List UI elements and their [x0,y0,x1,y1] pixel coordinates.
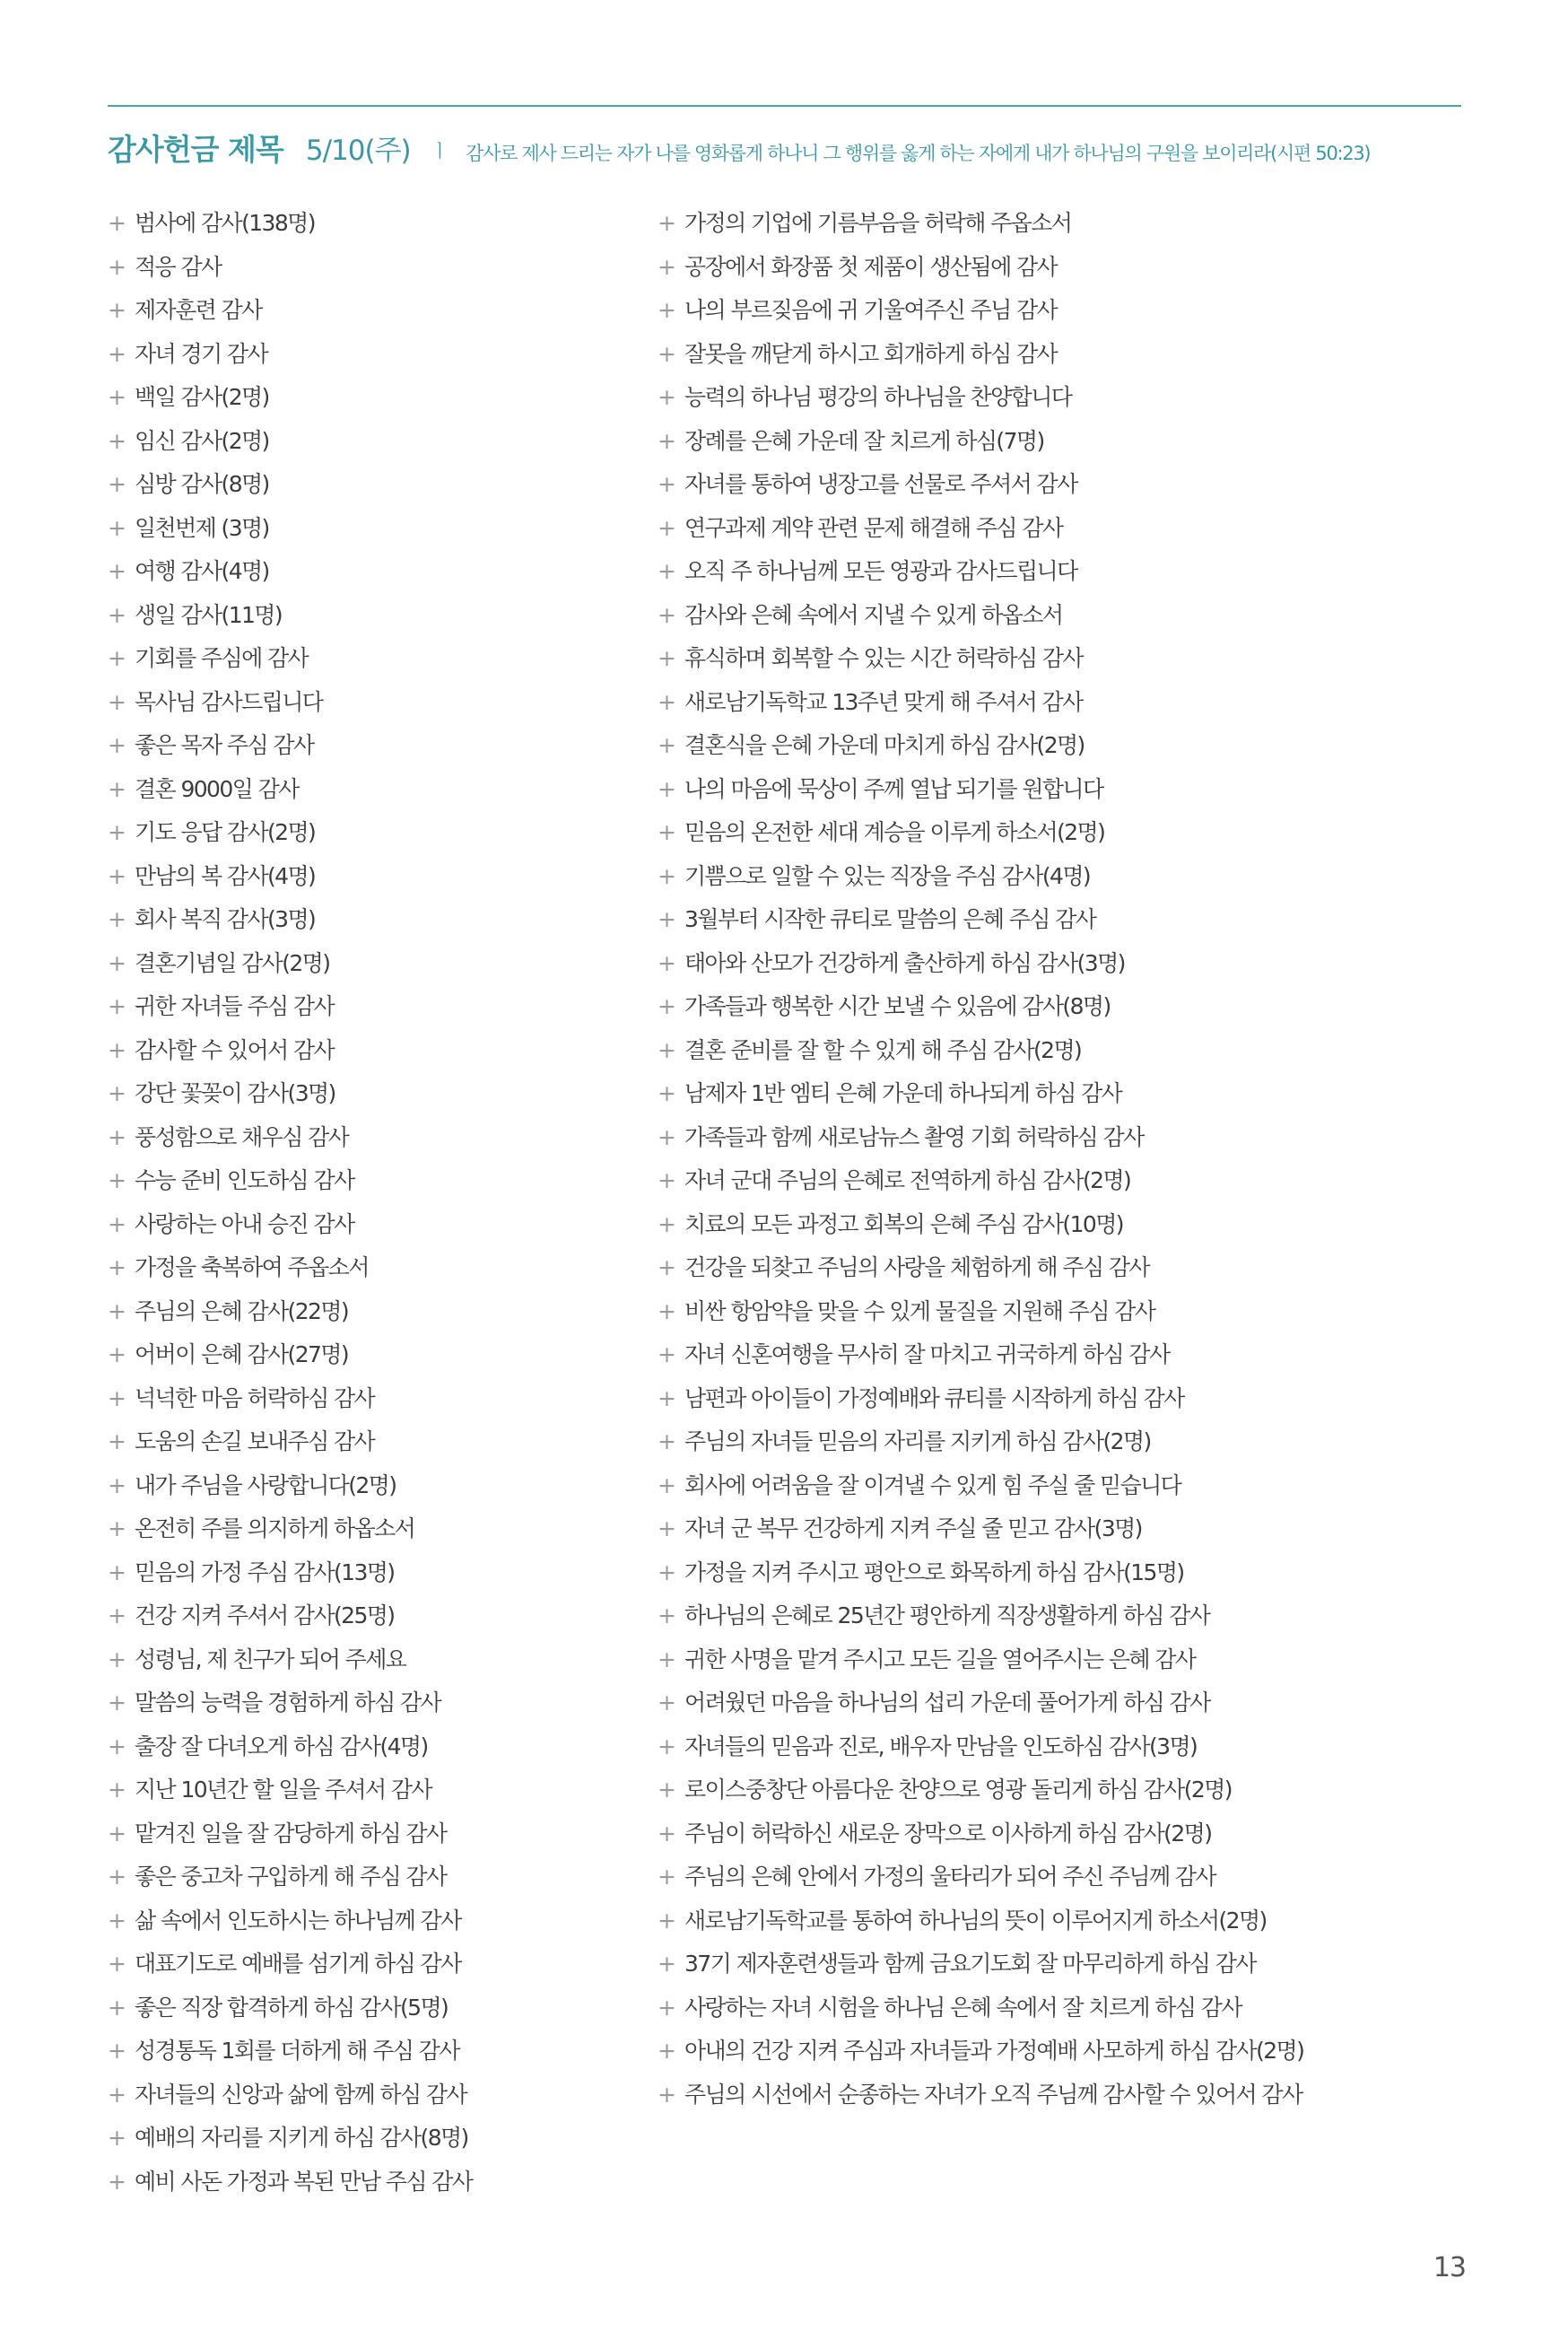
thanksgiving-item [658,1942,1465,1986]
plus-bullet-icon: + [658,2081,676,2108]
thanksgiving-item-text: 좋은 중고차 구입하게 해 주심 감사 [135,1864,447,1890]
thanksgiving-item [108,1507,646,1551]
plus-bullet-icon: + [108,1471,126,1498]
thanksgiving-item-text: 3월부터 시작한 큐티로 말씀의 은혜 주심 감사 [684,906,1096,932]
thanksgiving-item-text: 적응 감사 [135,253,222,280]
plus-bullet-icon: + [108,384,126,410]
thanksgiving-item [658,1464,1465,1508]
thanksgiving-item-text: 강단 꽃꽂이 감사(3명) [135,1080,335,1106]
thanksgiving-item [658,333,1465,377]
thanksgiving-item [658,1246,1465,1290]
plus-bullet-icon: + [108,1297,126,1324]
thanksgiving-item [658,1855,1465,1899]
thanksgiving-item-text: 주님의 자녀들 믿음의 자리를 지키게 하심 감사(2명) [684,1428,1151,1454]
thanksgiving-item [108,1420,646,1464]
thanksgiving-item [108,1203,646,1247]
thanksgiving-item-text: 자녀 신혼여행을 무사히 잘 마치고 귀국하게 하심 감사 [684,1341,1170,1367]
thanksgiving-item-text: 자녀들의 신앙과 삶에 함께 하심 감사 [135,2081,466,2108]
thanksgiving-item-text: 주님의 은혜 감사(22명) [135,1297,349,1324]
thanksgiving-item-text: 남제자 1반 엠티 은혜 가운데 하나되게 하심 감사 [684,1080,1122,1106]
thanksgiving-item [108,1855,646,1899]
thanksgiving-item-text: 주님의 시선에서 순종하는 자녀가 오직 주님께 감사할 수 있어서 감사 [684,2081,1302,2108]
service-date: 5/10(주) [305,135,411,167]
thanksgiving-item [658,1594,1465,1638]
plus-bullet-icon: + [658,1994,676,2021]
plus-bullet-icon: + [108,427,126,454]
plus-bullet-icon: + [108,210,126,236]
plus-bullet-icon: + [108,1689,126,1716]
thanksgiving-item [108,1159,646,1203]
thanksgiving-item [658,1029,1465,1073]
plus-bullet-icon: + [108,297,126,323]
plus-bullet-icon: + [658,1036,676,1063]
thanksgiving-item-text: 삶 속에서 인도하시는 하나님께 감사 [135,1907,461,1934]
right-thanksgiving-list [658,202,1465,2117]
plus-bullet-icon: + [108,688,126,715]
plus-bullet-icon: + [658,1646,676,1672]
plus-bullet-icon: + [658,993,676,1019]
thanksgiving-item [108,246,646,290]
plus-bullet-icon: + [658,1471,676,1498]
thanksgiving-item [108,898,646,942]
thanksgiving-item [108,463,646,507]
thanksgiving-item-text: 아내의 건강 지켜 주심과 자녀들과 가정예배 사모하게 하심 감사(2명) [684,2038,1304,2064]
thanksgiving-item-text: 회사 복직 감사(3명) [135,906,316,932]
thanksgiving-item [108,2117,646,2161]
thanksgiving-item-text: 결혼 준비를 잘 할 수 있게 해 주심 감사(2명) [684,1036,1082,1063]
thanksgiving-item-text: 감사할 수 있어서 감사 [135,1036,334,1063]
thanksgiving-item [108,1464,646,1508]
plus-bullet-icon: + [108,862,126,889]
thanksgiving-item-text: 내가 주님을 사랑합니다(2명) [135,1471,396,1498]
thanksgiving-item-text: 성령님, 제 친구가 되어 주세요 [135,1646,406,1672]
plus-bullet-icon: + [658,1558,676,1585]
thanksgiving-item-text: 넉넉한 마음 허락하심 감사 [135,1384,375,1411]
thanksgiving-item-text: 건강을 되찾고 주님의 사랑을 체험하게 해 주심 감사 [684,1254,1149,1280]
plus-bullet-icon: + [108,253,126,280]
thanksgiving-item-text: 장례를 은혜 가운데 잘 치르게 하심(7명) [684,427,1044,454]
plus-bullet-icon: + [108,1515,126,1541]
thanksgiving-item [658,855,1465,899]
plus-bullet-icon: + [658,1123,676,1150]
thanksgiving-item [658,1986,1465,2030]
thanksgiving-item [658,942,1465,986]
thanksgiving-item-text: 가정을 지켜 주시고 평안으로 화목하게 하심 감사(15명) [684,1558,1184,1585]
plus-bullet-icon: + [108,1254,126,1280]
plus-bullet-icon: + [108,1558,126,1585]
thanksgiving-item-text: 생일 감사(11명) [135,601,283,628]
plus-bullet-icon: + [108,1602,126,1628]
thanksgiving-item [108,420,646,464]
thanksgiving-item-text: 나의 마음에 묵상이 주께 열납 되기를 원합니다 [684,775,1103,802]
thanksgiving-item [108,1246,646,1290]
plus-bullet-icon: + [108,1777,126,1803]
thanksgiving-item-text: 사랑하는 아내 승진 감사 [135,1210,354,1237]
thanksgiving-item [658,2073,1465,2117]
thanksgiving-item [108,1638,646,1682]
plus-bullet-icon: + [658,1689,676,1716]
thanksgiving-item [108,942,646,986]
thanksgiving-item-text: 대표기도로 예배를 섬기게 하심 감사 [135,1951,461,1977]
plus-bullet-icon: + [658,1428,676,1454]
plus-bullet-icon: + [658,1820,676,1846]
plus-bullet-icon: + [658,471,676,497]
thanksgiving-item-text: 기회를 주심에 감사 [135,645,309,671]
thanksgiving-item-text: 남편과 아이들이 가정예배와 큐티를 시작하게 하심 감사 [684,1384,1184,1411]
thanksgiving-item [658,202,1465,246]
plus-bullet-icon: + [658,558,676,584]
thanksgiving-item-text: 잘못을 깨닫게 하시고 회개하게 하심 감사 [684,340,1058,367]
thanksgiving-item [658,1420,1465,1464]
thanksgiving-item [658,1333,1465,1377]
thanksgiving-item-text: 범사에 감사(138명) [135,210,315,236]
thanksgiving-item-text: 자녀 군대 주님의 은혜로 전역하게 하심 감사(2명) [684,1167,1131,1193]
plus-bullet-icon: + [658,1297,676,1324]
thanksgiving-item [658,1768,1465,1812]
thanksgiving-item-text: 목사님 감사드립니다 [135,688,323,715]
thanksgiving-item [658,594,1465,638]
thanksgiving-item [108,289,646,333]
thanksgiving-item [658,463,1465,507]
thanksgiving-item [658,1725,1465,1769]
thanksgiving-item [658,681,1465,725]
thanksgiving-item [658,1899,1465,1943]
plus-bullet-icon: + [108,2168,126,2195]
thanksgiving-item-text: 하나님의 은혜로 25년간 평안하게 직장생활하게 하심 감사 [684,1602,1210,1628]
thanksgiving-item-text: 오직 주 하나님께 모든 영광과 감사드립니다 [684,558,1077,584]
thanksgiving-item-text: 새로남기독학교를 통하여 하나님의 뜻이 이루어지게 하소서(2명) [684,1907,1267,1934]
thanksgiving-item-text: 수능 준비 인도하심 감사 [135,1167,354,1193]
thanksgiving-item-text: 자녀들의 믿음과 진로, 배우자 만남을 인도하심 감사(3명) [684,1733,1198,1759]
header-separator: ㅣ [431,140,449,162]
plus-bullet-icon: + [108,1646,126,1672]
thanksgiving-item-text: 공장에서 화장품 첫 제품이 생산됨에 감사 [684,253,1058,280]
thanksgiving-item-text: 결혼 9000일 감사 [135,775,299,802]
thanksgiving-item-text: 연구과제 계약 관련 문제 해결해 주심 감사 [684,514,1063,541]
thanksgiving-item-text: 지난 10년간 할 일을 주셔서 감사 [135,1777,431,1803]
plus-bullet-icon: + [108,471,126,497]
plus-bullet-icon: + [658,601,676,628]
thanksgiving-item-text: 어버이 은혜 감사(27명) [135,1341,349,1367]
plus-bullet-icon: + [658,1733,676,1759]
plus-bullet-icon: + [108,1123,126,1150]
thanksgiving-item-text: 결혼식을 은혜 가운데 마치게 하심 감사(2명) [684,732,1085,758]
thanksgiving-item-text: 임신 감사(2명) [135,427,269,454]
thanksgiving-item [108,2161,646,2204]
plus-bullet-icon: + [108,949,126,976]
plus-bullet-icon: + [108,1907,126,1934]
thanksgiving-item [658,1203,1465,1247]
thanksgiving-item-text: 제자훈련 감사 [135,297,262,323]
plus-bullet-icon: + [658,1167,676,1193]
plus-bullet-icon: + [658,1341,676,1367]
thanksgiving-item-text: 백일 감사(2명) [135,384,269,410]
plus-bullet-icon: + [108,993,126,1019]
thanksgiving-item [108,1681,646,1725]
thanksgiving-item-text: 태아와 산모가 건강하게 출산하게 하심 감사(3명) [684,949,1125,976]
plus-bullet-icon: + [108,514,126,541]
page-header [108,127,1461,172]
plus-bullet-icon: + [108,775,126,802]
thanksgiving-item-text: 풍성함으로 채우심 감사 [135,1123,349,1150]
thanksgiving-item-text: 회사에 어려움을 잘 이겨낼 수 있게 힘 주실 줄 믿습니다 [684,1471,1181,1498]
plus-bullet-icon: + [658,1515,676,1541]
plus-bullet-icon: + [108,1994,126,2021]
scripture-verse: 감사로 제사 드리는 자가 나를 영화롭게 하나니 그 행위를 옳게 하는 자에게 내가 하나님의 구원을 보이리라(시편 50:23) [466,143,1371,164]
thanksgiving-item-text: 출장 잘 다녀오게 하심 감사(4명) [135,1733,428,1759]
thanksgiving-item [658,1159,1465,1203]
plus-bullet-icon: + [658,688,676,715]
thanksgiving-item-text: 새로남기독학교 13주년 맞게 해 주셔서 감사 [684,688,1083,715]
plus-bullet-icon: + [108,1428,126,1454]
thanksgiving-item [658,1638,1465,1682]
thanksgiving-item [108,376,646,420]
thanksgiving-item-text: 가정을 축복하여 주옵소서 [135,1254,369,1280]
plus-bullet-icon: + [658,253,676,280]
plus-bullet-icon: + [658,297,676,323]
plus-bullet-icon: + [108,732,126,758]
plus-bullet-icon: + [658,427,676,454]
plus-bullet-icon: + [658,1384,676,1411]
plus-bullet-icon: + [108,1820,126,1846]
thanksgiving-item-text: 좋은 목자 주심 감사 [135,732,314,758]
thanksgiving-item [658,2030,1465,2073]
thanksgiving-item [658,289,1465,333]
thanksgiving-item [658,1681,1465,1725]
thanksgiving-item [108,1725,646,1769]
thanksgiving-item [108,1812,646,1856]
thanksgiving-item-text: 심방 감사(8명) [135,471,269,497]
plus-bullet-icon: + [658,906,676,932]
thanksgiving-item-text: 사랑하는 자녀 시험을 하나님 은혜 속에서 잘 치르게 하심 감사 [684,1994,1241,2021]
thanksgiving-item [108,507,646,551]
thanksgiving-item-text: 로이스중창단 아름다운 찬양으로 영광 돌리게 하심 감사(2명) [684,1777,1232,1803]
thanksgiving-item [108,1768,646,1812]
thanksgiving-item [108,1116,646,1160]
page-title: 감사헌금 제목 [108,132,283,167]
thanksgiving-item-text: 비싼 항암약을 맞을 수 있게 물질을 지원해 주심 감사 [684,1297,1155,1324]
thanksgiving-item-text: 성경통독 1회를 더하게 해 주심 감사 [135,2038,459,2064]
plus-bullet-icon: + [108,645,126,671]
page-number: 13 [1433,2252,1466,2283]
thanksgiving-item [108,1899,646,1943]
thanksgiving-item [658,1812,1465,1856]
plus-bullet-icon: + [658,1602,676,1628]
thanksgiving-item-text: 좋은 직장 합격하게 하심 감사(5명) [135,1994,449,2021]
thanksgiving-item-text: 귀한 사명을 맡겨 주시고 모든 길을 열어주시는 은혜 감사 [684,1646,1196,1672]
thanksgiving-item-text: 가정의 기업에 기름부음을 허락해 주옵소서 [684,210,1072,236]
thanksgiving-item [658,637,1465,681]
thanksgiving-item [108,985,646,1029]
thanksgiving-item [658,1290,1465,1334]
thanksgiving-item [108,1029,646,1073]
thanksgiving-item-text: 믿음의 가정 주심 감사(13명) [135,1558,395,1585]
plus-bullet-icon: + [108,1864,126,1890]
thanksgiving-item-text: 기도 응답 감사(2명) [135,819,316,845]
plus-bullet-icon: + [108,1384,126,1411]
thanksgiving-item-text: 기쁨으로 일할 수 있는 직장을 주심 감사(4명) [684,862,1091,889]
thanksgiving-item-text: 맡겨진 일을 잘 감당하게 하심 감사 [135,1820,447,1846]
thanksgiving-item [658,1116,1465,1160]
plus-bullet-icon: + [658,732,676,758]
thanksgiving-item-text: 건강 지켜 주셔서 감사(25명) [135,1602,395,1628]
thanksgiving-item-text: 결혼기념일 감사(2명) [135,949,330,976]
thanksgiving-item [108,1333,646,1377]
thanksgiving-item [658,1551,1465,1595]
plus-bullet-icon: + [658,1080,676,1106]
thanksgiving-item-text: 여행 감사(4명) [135,558,269,584]
thanksgiving-item-text: 감사와 은혜 속에서 지낼 수 있게 하옵소서 [684,601,1063,628]
plus-bullet-icon: + [108,1210,126,1237]
thanksgiving-item [108,1072,646,1116]
thanksgiving-item [108,1942,646,1986]
plus-bullet-icon: + [658,1864,676,1890]
thanksgiving-item [108,594,646,638]
plus-bullet-icon: + [108,2125,126,2151]
plus-bullet-icon: + [658,819,676,845]
thanksgiving-item-text: 자녀를 통하여 냉장고를 선물로 주셔서 감사 [684,471,1077,497]
thanksgiving-item [658,1377,1465,1421]
plus-bullet-icon: + [658,1254,676,1280]
plus-bullet-icon: + [108,1341,126,1367]
thanksgiving-item [108,550,646,594]
plus-bullet-icon: + [108,1080,126,1106]
thanksgiving-item [658,1072,1465,1116]
plus-bullet-icon: + [108,340,126,367]
thanksgiving-item-text: 예배의 자리를 지키게 하심 감사(8명) [135,2125,468,2151]
thanksgiving-item [108,1594,646,1638]
thanksgiving-item [658,768,1465,812]
plus-bullet-icon: + [658,210,676,236]
thanksgiving-item-text: 온전히 주를 의지하게 하옵소서 [135,1515,415,1541]
thanksgiving-item [658,246,1465,290]
thanksgiving-item-text: 예비 사돈 가정과 복된 만남 주심 감사 [135,2168,473,2195]
thanksgiving-item-text: 나의 부르짖음에 귀 기울여주신 주님 감사 [684,297,1058,323]
plus-bullet-icon: + [108,2081,126,2108]
plus-bullet-icon: + [658,514,676,541]
thanksgiving-item-text: 가족들과 함께 새로남뉴스 촬영 기회 허락하심 감사 [684,1123,1144,1150]
thanksgiving-item [658,898,1465,942]
thanksgiving-item [658,507,1465,551]
thanksgiving-item [108,724,646,768]
thanksgiving-item-text: 귀한 자녀들 주심 감사 [135,993,334,1019]
thanksgiving-item-text: 일천번제 (3명) [135,514,269,541]
plus-bullet-icon: + [658,645,676,671]
thanksgiving-item [108,855,646,899]
plus-bullet-icon: + [108,2038,126,2064]
plus-bullet-icon: + [108,1167,126,1193]
thanksgiving-item [658,811,1465,855]
thanksgiving-item-text: 만남의 복 감사(4명) [135,862,316,889]
thanksgiving-item-text: 자녀 군 복무 건강하게 지켜 주실 줄 믿고 감사(3명) [684,1515,1142,1541]
left-thanksgiving-list [108,202,646,2204]
plus-bullet-icon: + [658,949,676,976]
thanksgiving-item-text: 도움의 손길 보내주심 감사 [135,1428,375,1454]
thanksgiving-item-text: 자녀 경기 감사 [135,340,267,367]
plus-bullet-icon: + [108,819,126,845]
thanksgiving-item [108,681,646,725]
plus-bullet-icon: + [658,340,676,367]
thanksgiving-item [658,376,1465,420]
plus-bullet-icon: + [108,1733,126,1759]
thanksgiving-item-text: 주님이 허락하신 새로운 장막으로 이사하게 하심 감사(2명) [684,1820,1212,1846]
plus-bullet-icon: + [658,1777,676,1803]
thanksgiving-item [658,985,1465,1029]
thanksgiving-item-text: 능력의 하나님 평강의 하나님을 찬양합니다 [684,384,1072,410]
thanksgiving-item [108,2073,646,2117]
thanksgiving-item-text: 휴식하며 회복할 수 있는 시간 허락하심 감사 [684,645,1083,671]
thanksgiving-item-text: 말씀의 능력을 경험하게 하심 감사 [135,1689,441,1716]
thanksgiving-item [658,1507,1465,1551]
thanksgiving-item [108,1986,646,2030]
plus-bullet-icon: + [108,601,126,628]
thanksgiving-item [108,1551,646,1595]
plus-bullet-icon: + [108,1036,126,1063]
thanksgiving-item [108,333,646,377]
thanksgiving-item [108,1377,646,1421]
thanksgiving-item-text: 가족들과 행복한 시간 보낼 수 있음에 감사(8명) [684,993,1111,1019]
thanksgiving-item [658,420,1465,464]
plus-bullet-icon: + [108,906,126,932]
plus-bullet-icon: + [658,862,676,889]
thanksgiving-item [108,637,646,681]
header-rule [108,105,1461,107]
thanksgiving-item [108,202,646,246]
thanksgiving-item-text: 치료의 모든 과정고 회복의 은혜 주심 감사(10명) [684,1210,1123,1237]
plus-bullet-icon: + [658,384,676,410]
thanksgiving-item [658,550,1465,594]
plus-bullet-icon: + [658,775,676,802]
thanksgiving-item-text: 37기 제자훈련생들과 함께 금요기도회 잘 마무리하게 하심 감사 [684,1951,1256,1977]
thanksgiving-item [658,724,1465,768]
plus-bullet-icon: + [658,1951,676,1977]
plus-bullet-icon: + [658,1210,676,1237]
thanksgiving-item [108,768,646,812]
thanksgiving-item-text: 주님의 은혜 안에서 가정의 울타리가 되어 주신 주님께 감사 [684,1864,1215,1890]
thanksgiving-item [108,1290,646,1334]
thanksgiving-item-text: 믿음의 온전한 세대 계승을 이루게 하소서(2명) [684,819,1105,845]
plus-bullet-icon: + [658,2038,676,2064]
thanksgiving-item [108,2030,646,2073]
thanksgiving-item [108,811,646,855]
plus-bullet-icon: + [108,558,126,584]
thanksgiving-item-text: 어려웠던 마음을 하나님의 섭리 가운데 풀어가게 하심 감사 [684,1689,1210,1716]
plus-bullet-icon: + [658,1907,676,1934]
plus-bullet-icon: + [108,1951,126,1977]
